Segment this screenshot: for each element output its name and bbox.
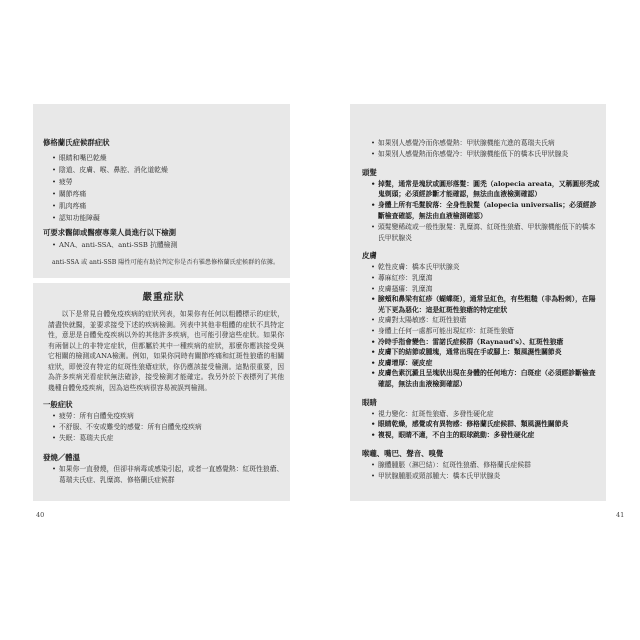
list-item: • 失眠：葛瑞夫氏症: [52, 433, 284, 444]
throat-list: [362, 460, 600, 482]
list-item: • 皮膚色素沉澱且呈塊狀出現在身體的任何地方：白斑症（必須經診斷檢查確認，無法由血液檢測確認）: [371, 368, 600, 389]
list-item: • 甲狀腺腫脹或頸部腫大：橋本氏甲狀腺炎: [371, 471, 600, 482]
sjogren-symptom-list: [43, 152, 284, 224]
general-symptoms-heading: 一般症狀: [43, 400, 73, 409]
severe-box-title: 嚴重症狀: [142, 292, 185, 303]
list-item: • 乾性皮膚：橋本氏甲狀腺炎: [371, 262, 600, 273]
sjogren-symptoms-box: [33, 104, 290, 278]
list-item: • 腺體腫脹（淋巴結）：紅斑性狼瘡、修格蘭氏症候群: [371, 460, 600, 471]
list-item: • 身體上任何一處都可能出現紅疹：紅斑性狼瘡: [371, 326, 600, 337]
eyes-list: [362, 409, 600, 441]
skin-list: [362, 262, 600, 389]
tests-heading: 可要求醫師或醫療專業人員進行以下檢測: [43, 228, 177, 237]
list-item: • 眼睛乾燥，感覺或有異物感：修格蘭氏症候群、類風濕性關節炎: [371, 419, 600, 430]
list-item: • 不舒服、不安或難受的感覺：所有自體免疫疾病: [52, 422, 284, 433]
intro-paragraph: 以下是常見自體免疫疾病的症狀列表，如果你有任何以粗體標示的症狀，請盡快就醫，並要求接受下述的疾病檢測。列表中其他非粗體的症狀不具特定性，意思是自體免疫疾病以外的其他許多疾病，也可能引發這些症狀。如果你有兩個以上的非特定症狀，但都屬於其中一種疾病的症狀，那麼你應該接受與它相關的檢測或ANA檢測。例如，如果你同時有關節疼痛和紅斑性狼瘡的相關症狀，即使沒有特定的紅斑性狼瘡症狀，你仍應該接受檢測。這點很重要，因為許多疾病光看症狀無法確診，接受檢測才能確定。我另外於下表標列了其他幾種自體免疫疾病，因為這些疾病很容易被誤判檢測。: [48, 310, 284, 392]
list-item: • 冷時手指會變色：雷諾氏症候群（Raynaud's）、紅斑性狼瘡: [371, 337, 600, 348]
throat-heading: 喉嚨、嘴巴、聲音、嗅覺: [362, 448, 444, 458]
eyes-heading: 眼睛: [362, 397, 377, 407]
temperature-list: [362, 138, 600, 160]
list-item: • 視力變化：紅斑性狼瘡、多發性硬化症: [371, 409, 600, 420]
antibody-note: anti-SSA 或 anti-SSB 陽性可能有助於判定你是否有罹患修格蘭氏症候群的依據。: [52, 259, 280, 266]
list-item: • 眼睛和嘴巴乾燥: [52, 152, 284, 164]
list-item: • 身體上所有毛髮脫落：全身性脫髮（alopecia universalis；必須經診斷檢查確認，無法由血液檢測確認）: [371, 200, 600, 222]
list-item: • 關節疼痛: [52, 188, 284, 200]
list-item: • ANA、anti-SSA、anti-SSB 抗體檢測: [52, 239, 284, 251]
severe-symptoms-box: [33, 283, 290, 501]
list-item: • 如果你一直發燒，但卻非病毒或感染引起，或者一直感覺熱：紅斑性狼瘡、葛瑞夫氏症、乳糜瀉、修格蘭氏症候群: [52, 464, 284, 486]
list-item: • 肌肉疼痛: [52, 200, 284, 212]
list-item: • 頭髮變稀疏或一般性脫髮：乳糜瀉、紅斑性狼瘡、甲狀腺機能低下的橋本氏甲狀腺炎: [371, 222, 600, 244]
list-item: • 皮膚增厚：硬皮症: [371, 358, 600, 369]
list-item: • 皮膚搔癢：乳糜瀉: [371, 284, 600, 295]
fever-heading: 發燒／體溫: [43, 453, 80, 462]
list-item: • 如果別人感覺熱而你感覺冷：甲狀腺機能低下的橋本氏甲狀腺炎: [371, 149, 600, 160]
list-item: • 認知功能障礙: [52, 212, 284, 224]
list-item: • 疲勞：所有自體免疫疾病: [52, 411, 284, 422]
list-item: • 陰道、皮膚、喉、鼻腔、消化道乾燥: [52, 164, 284, 176]
list-item: • 蕁麻紅疹：乳糜瀉: [371, 273, 600, 284]
right-page: [320, 0, 640, 640]
list-item: • 皮膚下的結節或腫塊，通常出現在手或腳上：類風濕性關節炎: [371, 347, 600, 358]
page-number: 40: [36, 511, 45, 519]
page-number: 41: [616, 511, 625, 519]
severe-symptoms-box-continued: [350, 104, 606, 501]
skin-heading: 皮膚: [362, 251, 377, 261]
list-item: • 如果別人感覺冷而你感覺熱：甲狀腺機能亢進的葛瑞夫氏病: [371, 138, 600, 149]
tests-list: [43, 239, 284, 251]
hair-heading: 頭髮: [362, 167, 377, 177]
hair-list: [362, 179, 600, 244]
sjogren-box-title: 修格蘭氏症候群症狀: [43, 138, 110, 147]
list-item: • 臉頰和鼻梁有紅疹（蝴蝶斑），通常呈紅色，有些粗糙（非為粉刺），在陽光下更為惡化：這是紅斑性狼瘡的特定症狀: [371, 294, 600, 315]
list-item: • 疲勞: [52, 176, 284, 188]
fever-list: [43, 464, 284, 486]
general-symptoms-list: [43, 411, 284, 444]
list-item: • 皮膚對太陽敏感：紅斑性狼瘡: [371, 315, 600, 326]
list-item: • 掉髮，通常是塊狀或圓形落髮：圓禿（alopecia areata，又稱圓形禿或鬼剃頭；必須經診斷才能確認，無法由血液檢測確認）: [371, 179, 600, 201]
list-item: • 複視，眼睛不適，不自主的眼球跳動：多發性硬化症: [371, 430, 600, 441]
